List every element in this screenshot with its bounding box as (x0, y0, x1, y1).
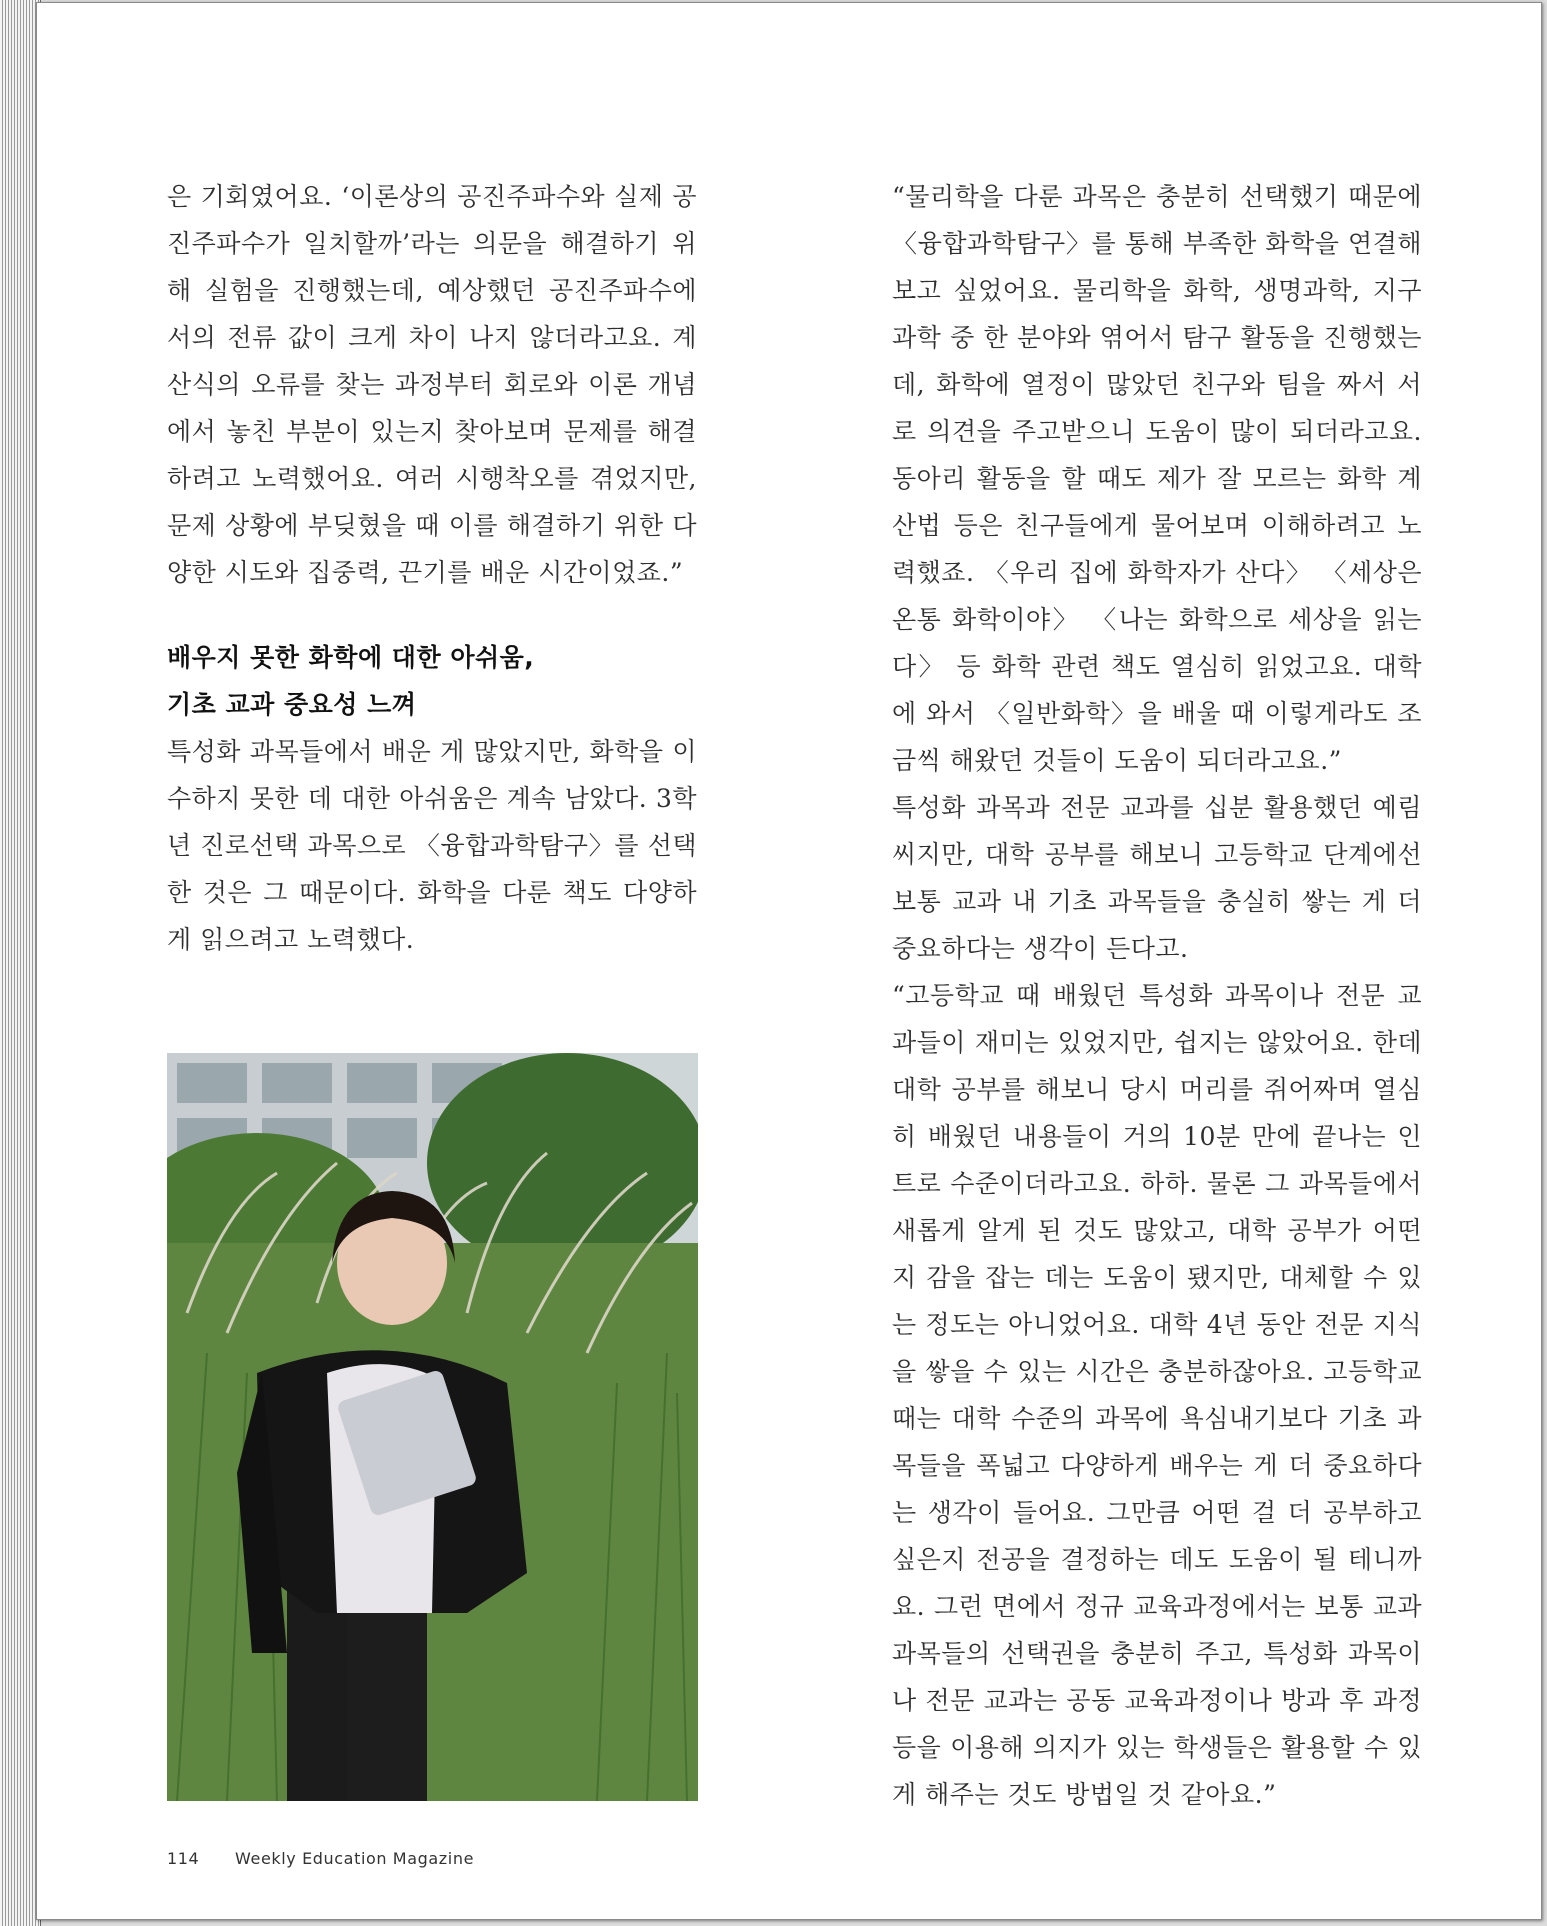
student-photo (167, 1053, 698, 1801)
quote-paragraph-1: “물리학을 다룬 과목은 충분히 선택했기 때문에 〈융합과학탐구〉를 통해 부족한 화학을 연결해보고 싶었어요. 물리학을 화학, 생명과학, 지구과학 중 한 분야와 엮어서 탐구 활동을 진행했는데, 화학에 열정이 많았던 친구와 팀을 짜서 서로 의견을 주고받으니 도움이 많이 되더라고요. 동아리 활동을 할 때도 제가 잘 모르는 화학 계산법 등은 친구들에게 물어보며 이해하려고 노력했죠. 〈우리 집에 화학자가 산다〉 〈세상은 온통 화학이야〉 〈나는 화학으로 세상을 읽는다〉 등 화학 관련 책도 열심히 읽었고요. 대학에 와서 〈일반화학〉을 배울 때 이렇게라도 조금씩 해왔던 것들이 도움이 되더라고요.” (892, 182, 1422, 775)
quote-paragraph-2: “고등학교 때 배웠던 특성화 과목이나 전문 교과들이 재미는 있었지만, 쉽지는 않았어요. 한데 대학 공부를 해보니 당시 머리를 쥐어짜며 열심히 배웠던 내용들이 거의 10분 만에 끝나는 인트로 수준이더라고요. 하하. 물론 그 과목들에서 새롭게 알게 된 것도 많았고, 대학 공부가 어떤지 감을 잡는 데는 도움이 됐지만, 대체할 수 있는 정도는 아니었어요. 대학 4년 동안 전문 지식을 쌓을 수 있는 시간은 충분하잖아요. 고등학교 때는 대학 수준의 과목에 욕심내기보다 기초 과목들을 폭넓고 다양하게 배우는 게 더 중요하다는 생각이 들어요. 그만큼 어떤 걸 더 공부하고 싶은지 전공을 결정하는 데도 도움이 될 테니까요. 그런 면에서 정규 교육과정에서는 보통 교과 과목들의 선택권을 충분히 주고, 특성화 과목이나 전문 교과는 공동 교육과정이나 방과 후 과정 등을 이용해 의지가 있는 학생들은 활용할 수 있게 해주는 것도 방법일 것 같아요.” (892, 981, 1422, 1809)
right-column (892, 173, 1422, 1818)
magazine-page (36, 2, 1542, 1920)
section-heading-line2: 기초 교과 중요성 느껴 (167, 690, 417, 719)
page-stack-edges (0, 0, 41, 1926)
magazine-title: Weekly Education Magazine (235, 1849, 475, 1868)
body-paragraph: 특성화 과목들에서 배운 게 많았지만, 화학을 이수하지 못한 데 대한 아쉬움은 계속 남았다. 3학년 진로선택 과목으로 〈융합과학탐구〉를 선택한 것은 그 때문이다. 화학을 다룬 책도 다양하게 읽으려고 노력했다. (167, 737, 697, 954)
narration-paragraph: 특성화 과목과 전문 교과를 십분 활용했던 예림씨지만, 대학 공부를 해보니 고등학교 단계에선 보통 교과 내 기초 과목들을 충실히 쌓는 게 더 중요하다는 생각이 든다고. (892, 793, 1422, 963)
section-heading-line1: 배우지 못한 화학에 대한 아쉬움, (167, 643, 535, 672)
left-column (167, 173, 697, 963)
page-footer (167, 1849, 474, 1868)
intro-paragraph: 은 기회였어요. ‘이론상의 공진주파수와 실제 공진주파수가 일치할까’라는 의문을 해결하기 위해 실험을 진행했는데, 예상했던 공진주파수에서의 전류 값이 크게 차이 나지 않더라고요. 계산식의 오류를 찾는 과정부터 회로와 이론 개념에서 놓친 부분이 있는지 찾아보며 문제를 해결하려고 노력했어요. 여러 시행착오를 겪었지만, 문제 상황에 부딪혔을 때 이를 해결하기 위한 다양한 시도와 집중력, 끈기를 배운 시간이었죠.” (167, 182, 697, 587)
page-number: 114 (167, 1849, 200, 1868)
